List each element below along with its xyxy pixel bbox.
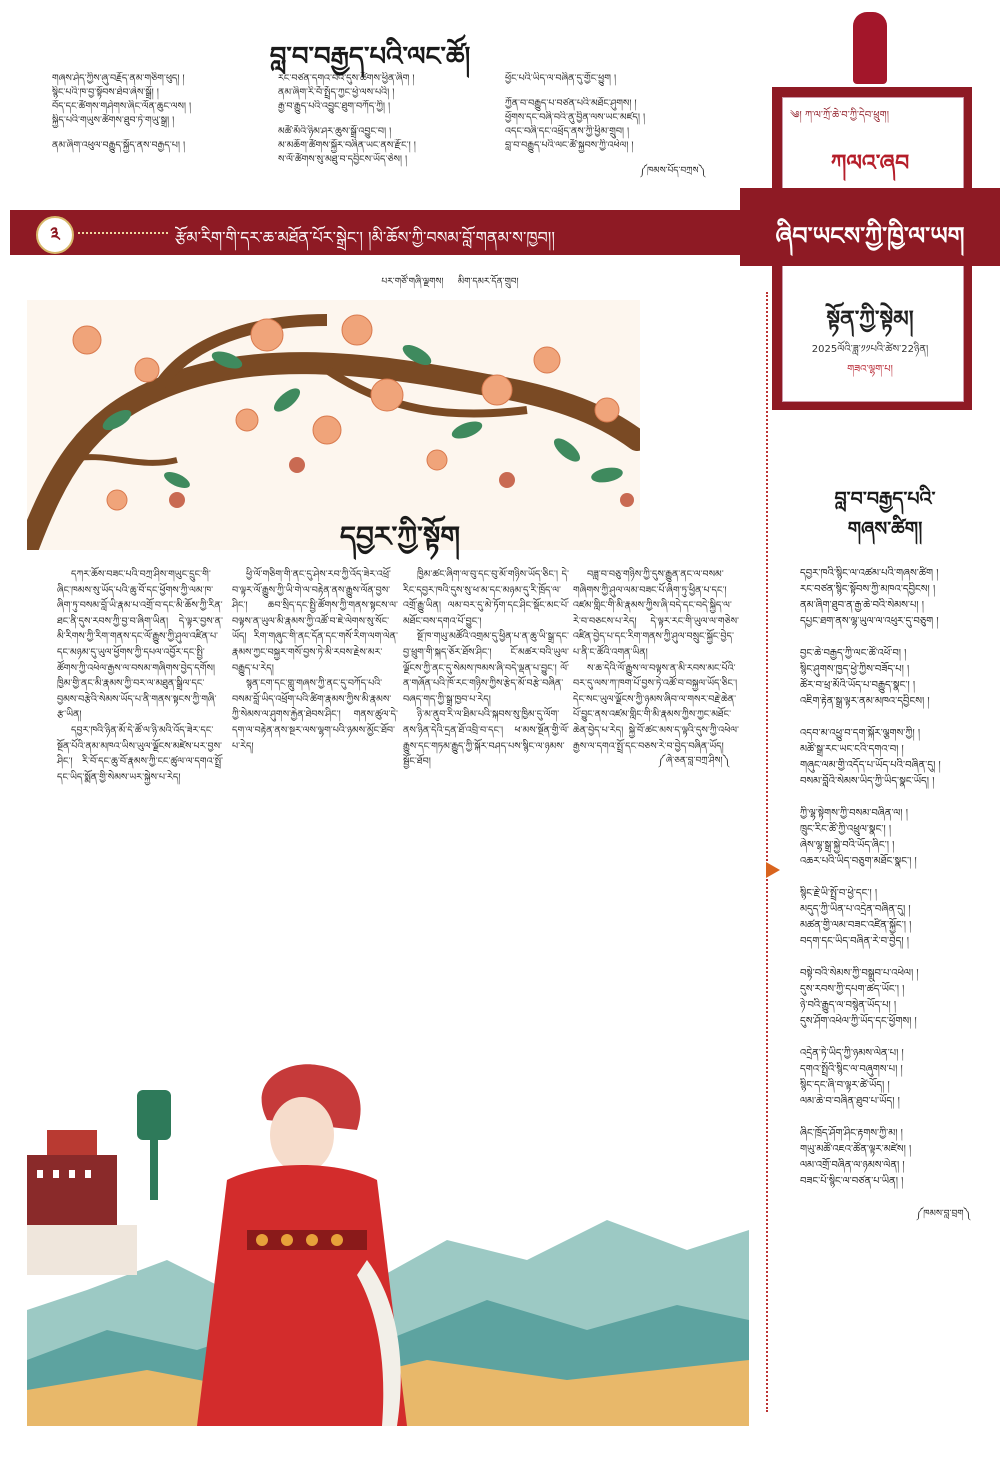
right-poem-signature: ༼ཁམས་བླ་བྲག༽ <box>916 1209 970 1219</box>
poem-line: ཚོར་བ་ཕྲ་མོའི་ཡོད་པ་བརྒྱུད་སྣང་། ། <box>800 680 916 691</box>
article-paragraph: ཉི་མ་ནུབ་རི་ལ་ཐིམ་པའི་སྐབས་སུ་ཁྱིམ་དུ་ལོག་ནས་ཉིན་དེའི་དྲན་ཐོ་འབྲི་བ་དང་། ཕ་མས་སྔོན་གྱི་ལོ་རྒྱུས་དང་གཏམ་རྒྱུད་ཀྱི་སྐོར་བཤད་པས་སྙིང་ལ་ཉམས་སྦྱོང་ཐོབ། <box>403 709 569 768</box>
poem-line: བསམ་བློའི་སེམས་ཡིད་ཀྱི་ཡིད་སྣང་ཡོད། ། <box>800 776 935 787</box>
article-paragraph: ཕྱི་ལོ་གཅིག་གི་ནང་དུ་ཤེས་རབ་ཀྱི་འོད་ཟེར་འཕྲོ་བ་ལྟར་ལོ་རྒྱུས་ཀྱི་ཡི་གེ་ལ་བརྟེན་ནས་རྒྱུས་ལོན་བྱས་ཤིང་། ཆབ་སྲིད་དང་སྤྱི་ཚོགས་ཀྱི་གནས་སྟངས་ལ་བལྟས་ན་ཡུལ་མི་རྣམས་ཀྱི་འཚོ་བ་ཇེ་ལེགས་སུ་སོང་ཡོད། རིག་གཞུང་གི་ནང་དོན་དང་གསོ་རིག་ལག་ལེན་རྣམས་ཀྱང་བསྐྱར་གསོ་བྱས་ཏེ་མི་རབས་རྗེས་མར་བརྒྱུད་པ་རེད། <box>232 569 398 674</box>
poem-line: ལམ་ཆེ་བ་བཞིན་ཐུབ་པ་ཡོད། ། <box>800 1096 900 1107</box>
poem-line: མཚོ་སྒྲ་རང་ཡང་ངའི་དགའ་བ། ། <box>800 744 904 755</box>
poem-line: དུས་རབས་ཀྱི་དཔག་ཚད་ཡོང་། ། <box>800 984 905 995</box>
poem-line: ཞིང་ཁྲོད་ཤོག་ཤིང་རྟགས་ཀྱི་མ། ། <box>800 1128 903 1139</box>
article-paragraph: སྔོ་ཁ་གཡུ་མཚོའི་འགྲམ་དུ་ཕྱིན་པ་ན་ཆུ་ཡི་སྒྲ་དང་བྱ་ཕྲུག་གི་སྐད་ཅོར་ཐོས་ཤིང་། ངོ་མཚར་བའི་ཡུལ་ལྗོངས་ཀྱི་ནང་དུ་སེམས་ཁམས་ཞི་བདེ་ལྡན་པ་བྱུང་། ལོ་ན་གཞོན་པའི་ཁོ་རང་གཉིས་ཀྱིས་རྩེད་མོ་བརྩེ་བཞིན་བཞད་གད་ཀྱི་སྒྲ་ཁྱབ་པ་རེད། <box>403 631 569 705</box>
poem-line: མདུད་ཀྱི་ཡིན་པ་འདྲེན་བཞིན་དུ། ། <box>800 904 911 915</box>
column-divider <box>766 292 768 1412</box>
page-number-badge: ༣ <box>36 216 74 254</box>
right-poem-body <box>800 566 980 1222</box>
poem-line: སྙིང་རྗེ་ཡི་སྤྲོ་བ་ཕྱེ་དང་། ། <box>800 888 878 899</box>
issue-day: གཟའ་ལྷག་པ། <box>847 364 893 375</box>
article-paragraph: དཀར་ཆོས་བཟང་པའི་བཀྲ་ཤིས་གཡུང་དྲུང་གི་ཞིང་ཁམས་སུ་ཡོད་པའི་ཆུ་བོ་དང་ཕྱོགས་ཀྱི་ལམ་ཁ་ཞིག་ཏུ་བསམ་བློ་ཡི་རྣམ་པ་འགྲོ་བ་དང་མི་ཆོས་ཀྱི་རིན་ཐང་ནི་དུས་རབས་ཀྱི་བྱ་བ་ཞིག་ཡིན། དེ་ལྟར་བྱས་ན་མི་རིགས་ཀྱི་རིག་གནས་དང་ལོ་རྒྱུས་ཀྱི་ཤུལ་འཛིན་པ་དང་མཉམ་དུ་ཡུལ་ཕྱོགས་ཀྱི་དཔལ་འབྱོར་དང་སྤྱི་ཚོགས་ཀྱི་འཕེལ་རྒྱས་ལ་བསམ་གཞིགས་བྱེད་དགོས། ཁྱིམ་གྱི་ནང་མི་རྣམས་ཀྱི་བར་ལ་མཐུན་སྒྲིལ་དང་བྱམས་བརྩེའི་སེམས་ཡོད་པ་ནི་གནས་སྟངས་ཀྱི་གཞི་རྩ་ཡིན། <box>57 569 223 721</box>
right-poem-title <box>790 484 980 544</box>
poem-line: ལམ་འགྲོ་བཞིན་ལ་ཉམས་ལེན། ། <box>800 1160 905 1171</box>
article-paragraph: བཟླ་བ་བཅུ་གཉིས་ཀྱི་དུས་རྒྱུན་ནང་ལ་བསམ་གཞིགས་ཀྱི་ཤུལ་ལམ་བཟང་པོ་ཞིག་ཏུ་ཕྱིན་པ་དང་། འཛམ་གླིང་གི་མི་རྣམས་ཀྱིས་ཞི་བདེ་དང་བདེ་སྐྱིད་ལ་རེ་བ་བཅངས་པ་རེད། དེ་ལྟར་རང་གི་ཡུལ་ལ་གཅེས་འཛིན་བྱེད་པ་དང་རིག་གནས་ཀྱི་ཤུལ་བསྲུང་སྐྱོང་བྱེད་པ་ནི་ང་ཚོའི་འགན་ཡིན། <box>573 569 739 658</box>
poem-line: འདྲེན་ཏེ་ཡིད་ཀྱི་ཉམས་ལེན་པ། ། <box>800 1048 904 1059</box>
poem-line: ཕྱོགས་དང་བཞི་བའི་ནུ་བྱིན་ལས་ཡང་མཛད། ། <box>505 112 646 123</box>
newspaper-title: ཞིབ་ཡངས་ཀྱི་ཁྱི་ལ་ཡག <box>775 222 965 250</box>
poem-line: སྙིང་དང་ཞི་བ་ལྟར་ཚེ་ཡོད། ། <box>800 1080 890 1091</box>
poem-column-1 <box>52 72 262 164</box>
article-paragraph: ཁྱིམ་ཚང་ཞིག་ལ་བུ་དང་བུ་མོ་གཉིས་ཡོད་ཅིང་། དེ་རིང་དབྱར་ཁའི་དུས་སུ་ཕ་མ་དང་མཉམ་དུ་རི་ཁྲོད་ལ་འགྲོ་རྒྱུ་ཡིན། ལམ་བར་དུ་མེ་ཏོག་དང་ཤིང་སྡོང་མང་པོ་མཐོང་བས་དགའ་པོ་བྱུང་། <box>403 569 569 627</box>
right-poem-title-line: བླ་བ་བརྒྱད་པའི་ <box>834 488 936 510</box>
tibetan-woman-illustration <box>27 1060 749 1426</box>
poem-line: བྱང་ཆེ་བརྒྱད་ཀྱི་ལང་ཚོ་འཕོ་བ། ། <box>800 648 907 659</box>
poem-line: ས་ལོ་ཚོགས་སུ་མཐུ་བ་དབྱིངས་ཡོད་ཅེས། ། <box>278 154 408 165</box>
article-title: དབྱར་ཀྱི་སྟོག <box>339 520 461 553</box>
poem-line: བདག་དང་ཡིད་བཞིན་རེ་བ་བྱེད། ། <box>800 936 909 947</box>
masthead-logo-icon <box>853 12 887 84</box>
poem-line: གཞས་ཤེད་ཀྱིས་ཞུ་བརྗོད་ནམ་གཅིག་ཕུད། ། <box>52 73 185 84</box>
poem-line: སྙིང་ཤུགས་ཁྱད་ཕྱེ་ཀྱིས་བཟོད་པ། ། <box>800 664 910 675</box>
section-name: སྟོན་ཀྱི་སྟེམ། <box>826 307 914 332</box>
article-column-2 <box>232 567 398 754</box>
poem-line: གཡུ་མཚོ་འཇའ་ཚོན་ལྟར་མཛེས། ། <box>800 1144 912 1155</box>
poem-line: ཕྱོང་པའི་ཡིད་ལ་བཞིན་དུ་གྱོང་ཕྱུག ། <box>505 73 617 84</box>
poem-line: ཞེས་ལྷ་སྒྲ་སྐྱེ་བའི་ཡོད་ཞིང་། ། <box>800 840 895 851</box>
article-byline <box>300 272 600 297</box>
article-column-4 <box>573 567 739 770</box>
poem-line: གཞུང་ལམ་གྱི་འདོད་པ་ཡོད་པའི་བཞིན་དུ། ། <box>800 760 941 771</box>
poem-line: དུས་ཤོག་འཕེལ་ཀྱི་ཡོད་དང་ཕྱོགས། ། <box>800 1016 917 1027</box>
poem-line: འཇིག་རྟེན་སྒྲ་ལྟར་ནམ་མཁའ་དབྱིངས། ། <box>800 696 930 707</box>
article-column-1 <box>57 567 223 785</box>
poem-line: ནམ་ཞིག་འཕུལ་བརྒྱུད་སྐྱོད་ནས་བརྒྱད་པ། ། <box>52 140 186 151</box>
article-signature: ༼ཞེ་ཅན་བླ་བཀྲ་ཤིས།༽ <box>657 756 729 767</box>
poem-column-3 <box>505 72 715 178</box>
banner-slogan: རྩོམ་རིག་གི་དར་ཆ་མཐོན་པོར་སྒྲེང་། །མི་ཆོས་ཀྱི་བསམ་བློ་གནམ་ས་ཁྱབ།། <box>175 228 555 247</box>
article-paragraph: དབྱར་ཁའི་ཉིན་མོ་དེ་ཚོ་ལ་ཉི་མའི་འོད་ཟེར་དང་སྔོན་པོའི་ནམ་མཁའ་ཡིས་ཡུལ་ལྗོངས་མཛེས་པར་བྱས་ཤིང་། རི་བོ་དང་ཆུ་བོ་རྣམས་ཀྱི་ངང་ཚུལ་ལ་དགའ་སྤྲོ་དང་ཡིད་སྨོན་གྱི་སེམས་ཡར་སྐྱེས་པ་རེད། <box>57 724 223 783</box>
banner-divider <box>78 232 168 234</box>
article-paragraph: སྙན་ངག་དང་གླུ་གཞས་ཀྱི་ནང་དུ་བཀོད་པའི་བསམ་བློ་ཡིད་འཕྲོག་པའི་ཚིག་རྣམས་ཀྱིས་མི་རྣམས་ཀྱི་སེམས་ལ་ཤུགས་རྐྱེན་ཐེབས་ཤིང་། གནས་ཚུལ་དེ་དག་ལ་བརྟེན་ནས་སྔར་ལས་ལྷག་པའི་ཉམས་མྱོང་ཐོབ་པ་རེད། <box>232 678 398 752</box>
poem-line: ཀྱོན་བ་བརྒྱུད་པ་བཙན་པའི་མཐོང་ཤུགས། ། <box>505 98 637 109</box>
poem-column-2 <box>278 72 488 178</box>
poem-title: བླ་བ་བརྒྱད་པའི་ལང་ཚོ། <box>269 42 471 72</box>
poem-line: རང་བཙན་དགའ་བའི་དུས་ཚོགས་ཕྱིན་ཞིག ། <box>278 73 415 84</box>
poem-line: རང་བཙན་སྙིང་སྟོབས་ཀྱི་མཁའ་དབྱིངས། ། <box>800 584 936 595</box>
poem-line: ནམ་ཞིག་རི་བོ་སྤྲོད་ཀྱང་ཕྱེ་ལས་པའི། ། <box>278 87 395 98</box>
poem-line: ཀྱི་ལྷ་སྟེགས་ཀྱི་བསམ་བཞིན་ལ། ། <box>800 808 908 819</box>
poem-line: དབྱར་ཁའི་སྙིང་ལ་འཚམ་པའི་གཞས་ཚིག ། <box>800 568 939 579</box>
poem-line: ཉེ་བའི་རྒྱུད་ལ་བསྙེན་ཡོད་པ། ། <box>800 1000 897 1011</box>
poem-signature: ༼ཁམས་པོད་བཀྲས༽ <box>639 166 705 176</box>
pointer-arrow-icon <box>766 862 780 878</box>
poem-line: སྐྱིད་པའི་གཡུས་ཚོགས་ཐུབ་ཏེ་གཡུ་སྒྲ། ། <box>52 115 175 126</box>
poem-line: འདབ་མ་འཕྱུ་བ་དག་སྐོར་ལྕགས་ཀྱི། ། <box>800 728 921 739</box>
poem-line: དགའ་སྤྲོའི་སྙིང་ལ་བཞུགས་པ། ། <box>800 1064 903 1075</box>
poem-line: མ་མཆོག་ཚོགས་སྐྱོར་བཞིན་ཡང་ནས་རྫོང་། ། <box>278 140 416 151</box>
byline-editor: པར་གཙོ་གཞི་ལྗགས། <box>381 277 444 287</box>
poem-line: འདང་བཞི་དང་འཕྲོད་ནས་ཀྱི་ཕྱིམ་གྲུབ། ། <box>505 126 630 137</box>
poem-line: རྒྱ་བ་རྒྱུད་པའི་འབྱུང་ཐུག་བཀོད་ཀྱི། ། <box>278 101 391 112</box>
poem-line: བོད་དང་ཚོགས་གཤེགས་ཞིང་ལོན་ཆུང་ལས། ། <box>52 101 192 112</box>
article-paragraph: ས་ཆ་དེའི་ལོ་རྒྱུས་ལ་བལྟས་ན་མི་རབས་མང་པོའི་བར་དུ་ལས་ཀ་ཁག་པོ་བྱས་ཏེ་འཚོ་བ་བསྐྱལ་ཡོད་ཅིང་། དེང་སང་ཡུལ་ལྗོངས་ཀྱི་ཉམས་ཞིབ་ལ་གསར་བརྗེ་ཆེན་པོ་བྱུང་ནས་འཛམ་གླིང་གི་མི་རྣམས་ཀྱིས་ཀྱང་མཐོང་ཆེན་བྱེད་པ་རེད། སྐྱེ་བོ་ཚང་མས་ད་ལྟའི་དུས་ཀྱི་འཕེལ་རྒྱས་ལ་དགའ་སྤྲོ་དང་བཅས་རེ་བ་བྱེད་བཞིན་ཡོད། <box>573 662 739 752</box>
poem-line: སྙིང་པའི་ཁ་བྱ་སྟོབས་ཐེབ་ཞེས་སྒྲོ། ། <box>52 87 159 98</box>
right-poem-title-line: གཞས་ཚིག། <box>847 518 923 540</box>
poem-line: དཔྱང་ཐག་ནས་ལྷ་ཡུལ་ལ་འཕུར་དུ་བཅུག ། <box>800 616 939 627</box>
poem-line: ནམ་ཞིག་ཐུབ་ན་རྒྱ་ཆེ་བའི་སེམས་པ། ། <box>800 600 924 611</box>
masthead-strip-text: ༄། ཀ་ལ་ཀྲོ་ཆེ་བ་ཀྱི་དེབ་ཕྲུག། <box>790 110 889 121</box>
poem-line: བླ་བ་བརྒྱུད་པའི་ལང་ཚོ་སྐྱབས་ཀྱི་འཕེལ། ། <box>505 140 634 151</box>
poem-line: འཆར་པའི་ཡིད་བཅུག་མཐོང་སྣང་། ། <box>800 856 917 867</box>
poem-line: བཟང་པོ་སྙིང་ལ་བཙན་པ་ཡིན། ། <box>800 1176 904 1187</box>
poem-line: བསྟེ་བའི་སེམས་ཀྱི་བསྒྲུབ་པ་འཕེལ། ། <box>800 968 919 979</box>
poem-line: ཁྲུང་རིང་ཚོ་ཀྱི་འཕྲུལ་སྣང་། ། <box>800 824 892 835</box>
issue-date: 2025ལོའི་ཟླ་༡༡པའི་ཚེས་22ཉིན། <box>811 344 929 355</box>
masthead-red-logo: ཀལའ་ཞབ <box>830 151 910 176</box>
poem-line: མཚོ་མོའི་ཉིམ་ཤར་ཆུས་སྒྲོ་འབྱུང་བ། ། <box>278 126 392 137</box>
article-column-3 <box>403 567 569 770</box>
poem-line: མཚན་གྱི་ལམ་བཟང་འཛིན་སྐྱོང་། ། <box>800 920 912 931</box>
byline-author: མིག་དམར་དོན་གྲུབ། <box>457 277 519 287</box>
